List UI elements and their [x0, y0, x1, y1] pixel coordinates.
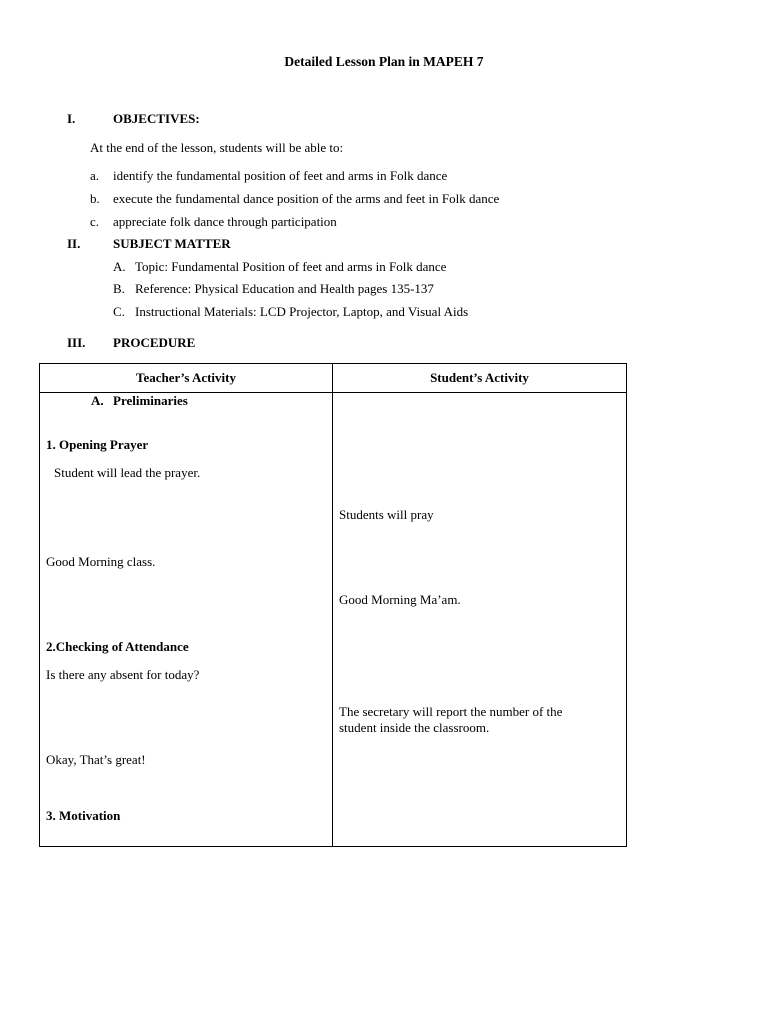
document-title: Detailed Lesson Plan in MAPEH 7 — [284, 54, 484, 69]
secretary-report-line-1: The secretary will report the number of the — [339, 704, 563, 719]
procedure-table — [39, 363, 627, 847]
subject-matter-heading: SUBJECT MATTER — [113, 236, 231, 251]
objective-item: identify the fundamental position of feet and arms in Folk dance — [113, 168, 448, 183]
objective-item: appreciate folk dance through participation — [113, 214, 337, 229]
subject-matter-letter: B. — [113, 281, 125, 296]
objective-item: execute the fundamental dance position of the arms and feet in Folk dance — [113, 191, 500, 206]
preliminaries-heading: Preliminaries — [113, 393, 188, 408]
opening-prayer-heading: 1. Opening Prayer — [46, 437, 149, 452]
student-activity-cell — [333, 393, 627, 847]
checking-attendance-heading: 2.Checking of Attendance — [46, 639, 189, 654]
teacher-activity-header: Teacher’s Activity — [40, 364, 333, 393]
objective-letter: c. — [90, 214, 100, 229]
teacher-activity-cell — [40, 393, 333, 847]
table-header-row — [40, 364, 627, 393]
objectives-numeral: I. — [67, 111, 76, 126]
good-morning-class-text: Good Morning class. — [46, 554, 156, 569]
objectives-intro: At the end of the lesson, students will be able to: — [90, 140, 344, 155]
subject-matter-item: Topic: Fundamental Position of feet and arms in Folk dance — [135, 259, 447, 274]
procedure-heading: PROCEDURE — [113, 335, 196, 350]
subject-matter-item: Reference: Physical Education and Health pages 135-137 — [135, 281, 434, 296]
subject-matter-item: Instructional Materials: LCD Projector, Laptop, and Visual Aids — [135, 304, 469, 319]
table-row — [40, 393, 627, 847]
subject-matter-letter: A. — [113, 259, 126, 274]
lead-prayer-text: Student will lead the prayer. — [54, 465, 201, 480]
objectives-heading: OBJECTIVES: — [113, 111, 200, 126]
students-pray-text: Students will pray — [339, 507, 434, 522]
student-activity-header: Student’s Activity — [333, 364, 627, 393]
absent-question-text: Is there any absent for today? — [46, 667, 200, 682]
secretary-report-line-2: student inside the classroom. — [339, 720, 490, 735]
okay-text: Okay, That’s great! — [46, 752, 146, 767]
objective-letter: b. — [90, 191, 100, 206]
objective-letter: a. — [90, 168, 100, 183]
subject-matter-numeral: II. — [67, 236, 81, 251]
subject-matter-letter: C. — [113, 304, 125, 319]
preliminaries-letter: A. — [91, 393, 104, 408]
good-morning-maam-text: Good Morning Ma’am. — [339, 592, 461, 607]
motivation-heading: 3. Motivation — [46, 808, 121, 823]
procedure-numeral: III. — [67, 335, 86, 350]
